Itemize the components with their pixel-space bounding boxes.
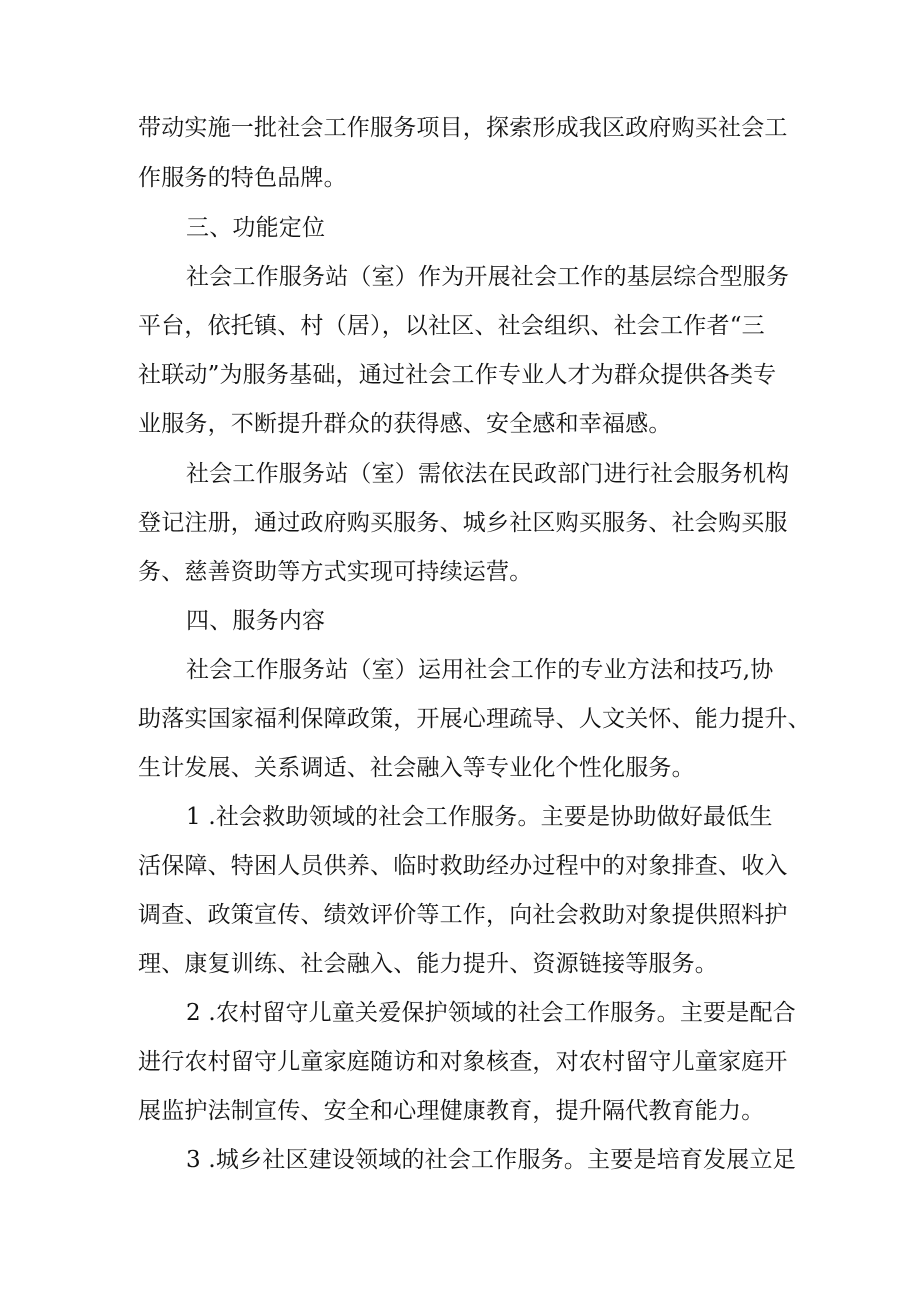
text-line: 展监护法制宣传、安全和心理健康教育，提升隔代教育能力。 xyxy=(138,1098,765,1124)
list-item-line: 3 .城乡社区建设领域的社会工作服务。主要是培育发展立足 xyxy=(186,1147,796,1173)
text-line: 社联动”为服务基础，通过社会工作专业人才为群众提供各类专 xyxy=(138,362,777,388)
text-line: 务、慈善资助等方式实现可持续运营。 xyxy=(138,559,533,585)
text-line: 助落实国家福利保障政策，开展心理疏导、人文关怀、能力提升、 xyxy=(138,706,811,732)
text-line: 生计发展、关系调适、社会融入等专业化个性化服务。 xyxy=(138,755,695,781)
text-line: 作服务的特色品牌。 xyxy=(138,165,347,191)
text-line: 业服务，不断提升群众的获得感、安全感和幸福感。 xyxy=(138,411,672,437)
text-line: 进行农村留守儿童家庭随访和对象核查，对农村留守儿童家庭开 xyxy=(138,1049,788,1075)
text-line: 调查、政策宣传、绩效评价等工作，向社会救助对象提供照料护 xyxy=(138,902,788,928)
text-line: 理、康复训练、社会融入、能力提升、资源链接等服务。 xyxy=(138,951,718,977)
list-item-line: 2 .农村留守儿童关爱保护领域的社会工作服务。主要是配合 xyxy=(186,1000,796,1026)
text-line: 社会工作服务站（室）需依法在民政部门进行社会服务机构 xyxy=(186,461,790,487)
section-heading: 四、服务内容 xyxy=(186,608,326,634)
list-item-line: 1 .社会救助领域的社会工作服务。主要是协助做好最低生 xyxy=(186,804,773,830)
section-heading: 三、功能定位 xyxy=(186,215,326,241)
text-line: 活保障、特困人员供养、临时救助经办过程中的对象排查、收入 xyxy=(138,853,788,879)
text-line: 社会工作服务站（室）运用社会工作的专业方法和技巧,协 xyxy=(186,657,774,683)
text-line: 登记注册，通过政府购买服务、城乡社区购买服务、社会购买服 xyxy=(138,510,788,536)
text-line: 平台，依托镇、村（居），以社区、社会组织、社会工作者“三 xyxy=(138,313,765,339)
text-line: 带动实施一批社会工作服务项目，探索形成我区政府购买社会工 xyxy=(138,115,788,141)
text-line: 社会工作服务站（室）作为开展社会工作的基层综合型服务 xyxy=(186,264,790,290)
